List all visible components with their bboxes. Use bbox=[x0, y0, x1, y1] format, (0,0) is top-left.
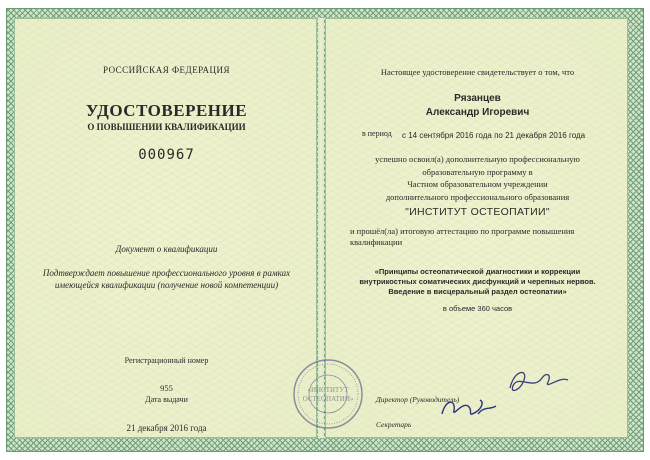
institution-line-1: Частном образовательном учреждении bbox=[407, 179, 548, 189]
mastered-text: успешно освоил(а) дополнительную профессиональную bbox=[375, 154, 580, 164]
program-hours: в объеме 360 часов bbox=[442, 304, 513, 313]
holder-surname: Рязанцев bbox=[454, 93, 501, 104]
issue-date: 21 декабря 2016 года bbox=[126, 423, 207, 433]
country-name: РОССИЙСКАЯ ФЕДЕРАЦИЯ bbox=[102, 65, 231, 75]
program-topic-line: Введение в висцеральный раздел остеопатии» bbox=[388, 287, 567, 296]
program-topic-line: внутрикостных соматических дисфункций и черепных нервов. bbox=[359, 277, 596, 286]
left-page bbox=[14, 18, 317, 438]
training-period: с 14 сентября 2016 года по 21 декабря 2016 года bbox=[402, 131, 586, 140]
secretary-label: Секретарь bbox=[376, 420, 412, 429]
seal-text-line: «ИНСТИТУТ bbox=[307, 386, 349, 394]
document-type: Документ о квалификации bbox=[115, 244, 218, 254]
certificate-number: 000967 bbox=[138, 147, 195, 163]
seal-text-line: ОСТЕОПАТИИ» bbox=[302, 395, 354, 403]
certificate-sheet bbox=[2, 6, 648, 456]
program-text: образовательную программу в bbox=[422, 167, 533, 177]
director-label: Директор (Руководитель) bbox=[376, 395, 460, 404]
institution-line-2: дополнительного профессионального образования bbox=[385, 192, 570, 202]
program-topic bbox=[326, 267, 629, 297]
secretary-signature bbox=[438, 394, 498, 424]
certificate-subtitle: О ПОВЫШЕНИИ КВАЛИФИКАЦИИ bbox=[87, 122, 246, 132]
registration-label: Регистрационный номер bbox=[124, 356, 209, 365]
issue-date-label: Дата выдачи bbox=[145, 395, 188, 404]
certificate-title: УДОСТОВЕРЕНИЕ bbox=[85, 101, 248, 120]
institute-seal bbox=[292, 358, 364, 430]
institution-name: "ИНСТИТУТ ОСТЕОПАТИИ" bbox=[405, 206, 550, 218]
director-signature bbox=[504, 366, 574, 398]
program-topic-line: «Принципы остеопатической диагностики и коррекции bbox=[374, 267, 581, 276]
right-page bbox=[325, 18, 628, 438]
confirmation-text: Подтверждает повышение профессионального уровня в рамках имеющейся квалификации (получение новой компетенции) bbox=[42, 268, 291, 290]
registration-number: 955 bbox=[160, 383, 173, 393]
period-label: в период bbox=[362, 129, 392, 138]
intro-text: Настоящее удостоверение свидетельствует о том, что bbox=[380, 67, 575, 77]
holder-name: Александр Игоревич bbox=[425, 107, 530, 118]
attestation-text: и прошёл(ла) итоговую аттестацию по программе повышения квалификации bbox=[350, 226, 575, 247]
